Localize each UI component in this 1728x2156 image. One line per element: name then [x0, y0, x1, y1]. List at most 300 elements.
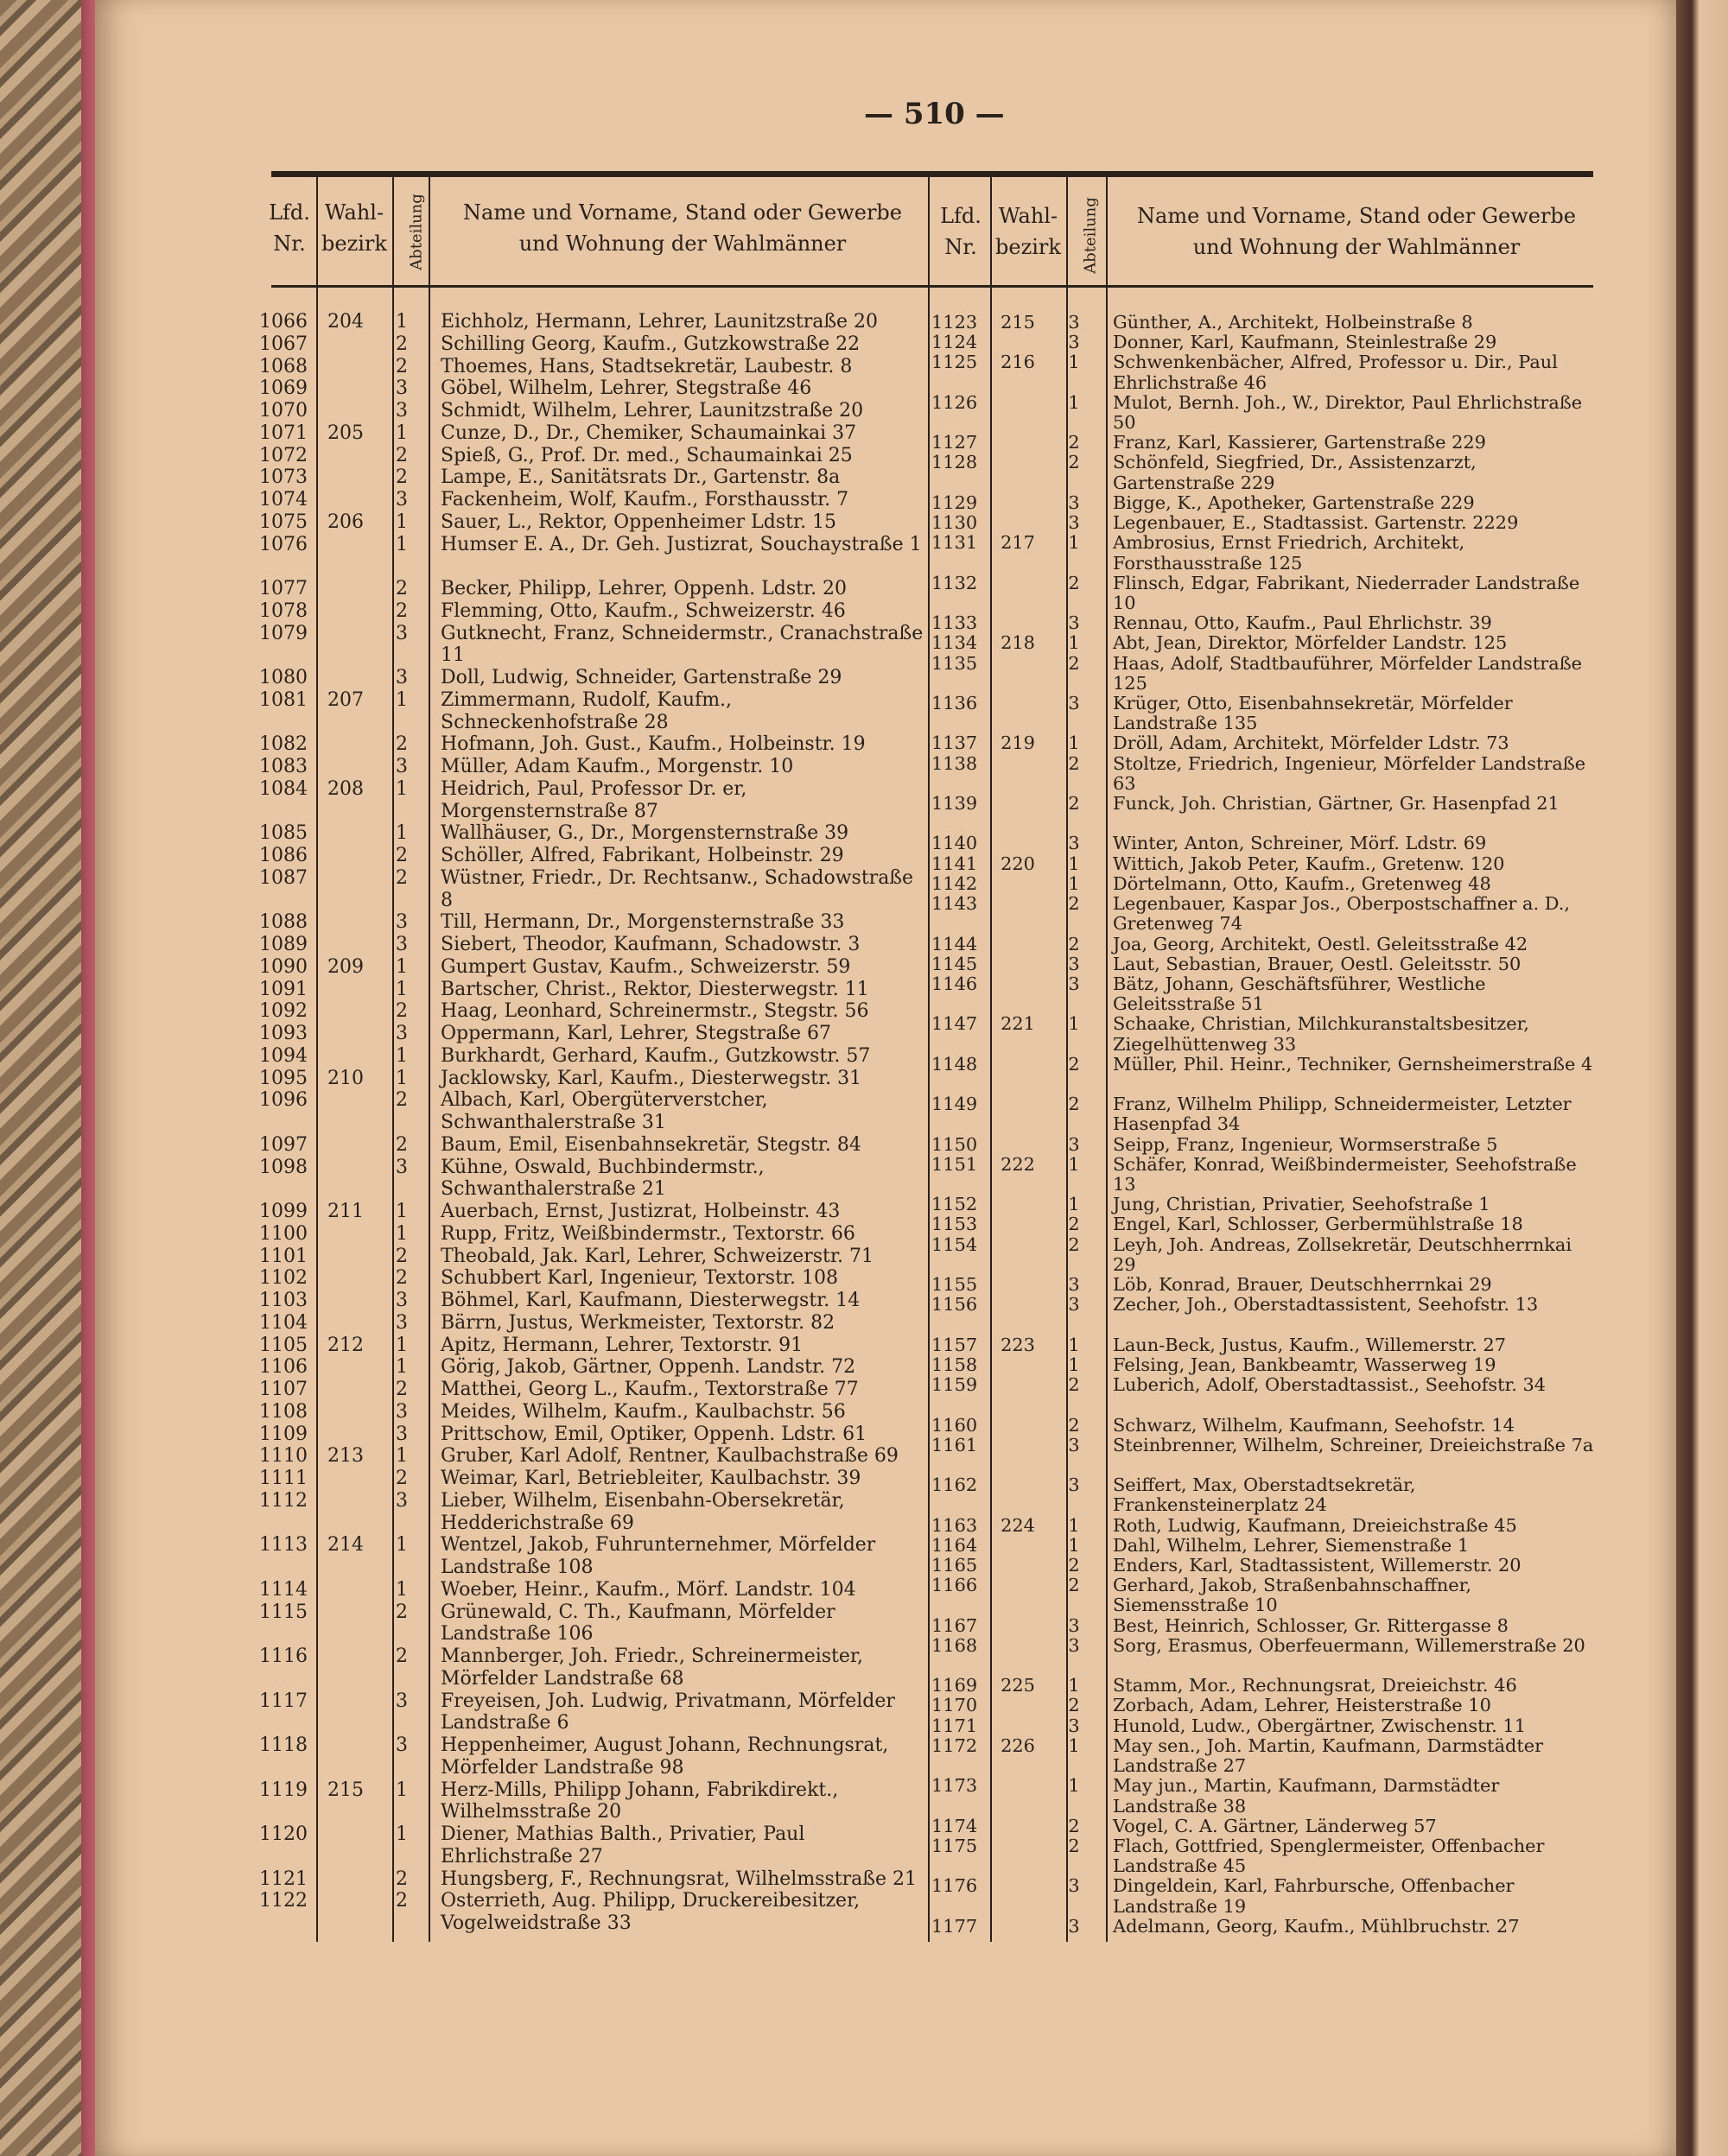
lfd-cell: 1075 [259, 510, 308, 533]
abteilung-cell: 1 [396, 311, 408, 333]
abteilung-cell: 3 [396, 377, 408, 400]
abteilung-cell: 2 [1068, 1835, 1080, 1856]
abteilung-cell: 3 [1068, 1715, 1080, 1736]
voter-name-cell: Schöller, Alfred, Fabrikant, Holbeinstr. 29 [441, 845, 844, 867]
voter-name-cell: Lieber, Wilhelm, Eisenbahn-Obersekretär, Hedderichstraße 69 [441, 1489, 845, 1534]
voter-name-cell: Sauer, L., Rektor, Oppenheimer Ldstr. 15 [441, 510, 837, 533]
lfd-cell: 1099 [259, 1201, 308, 1223]
abteilung-cell: 2 [396, 1245, 408, 1267]
voter-name-cell: Haas, Adolf, Stadtbauführer, Mörfelder Landstraße 125 [1113, 652, 1583, 694]
header-name-right: Name und Vorname, Stand oder Gewerbe und Wohnung der Wahlmänner [1137, 204, 1576, 259]
voter-name-cell: Heppenheimer, August Johann, Rechnungsrat, Mörfelder Landstraße 98 [441, 1734, 889, 1779]
voter-name-cell: Adelmann, Georg, Kaufm., Mühlbruchstr. 27 [1113, 1915, 1520, 1937]
wahlbezirk-cell: 222 [1001, 1153, 1035, 1175]
abteilung-cell: 2 [1068, 1214, 1080, 1235]
lfd-cell: 1143 [931, 893, 978, 915]
voter-name-cell: Apitz, Hermann, Lehrer, Textorstr. 91 [441, 1334, 804, 1356]
abteilung-cell: 1 [396, 1044, 408, 1067]
lfd-cell: 1133 [931, 612, 978, 634]
abteilung-cell: 3 [1068, 1634, 1080, 1656]
voter-name-cell: Flemming, Otto, Kaufm., Schweizerstr. 46 [441, 599, 846, 622]
abteilung-cell: 3 [1068, 491, 1080, 513]
voter-name-cell: Prittschow, Emil, Optiker, Oppenh. Ldstr. 61 [441, 1423, 867, 1445]
wahlbezirk-cell: 207 [327, 688, 364, 711]
wahlbezirk-cell: 213 [327, 1445, 364, 1468]
lfd-cell: 1169 [931, 1675, 978, 1696]
wahlbezirk-cell: 216 [1001, 352, 1035, 373]
voter-name-cell: Müller, Phil. Heinr., Techniker, Gernsheimerstraße 4 [1113, 1053, 1593, 1075]
lfd-cell: 1097 [259, 1133, 308, 1156]
lfd-cell: 1066 [259, 311, 308, 333]
page-number: — 510 — [864, 97, 1005, 131]
wahlbezirk-cell: 220 [1001, 853, 1035, 874]
voter-name-cell: Heidrich, Paul, Professor Dr. er, Morgensternstraße 87 [441, 777, 747, 822]
voter-name-cell: Seipp, Franz, Ingenieur, Wormserstraße 5 [1113, 1133, 1498, 1155]
voter-name-cell: Osterrieth, Aug. Philipp, Druckereibesitzer, Vogelweidstraße 33 [441, 1890, 861, 1935]
voter-name-cell: Hofmann, Joh. Gust., Kaufm., Holbeinstr. 19 [441, 733, 866, 756]
lfd-cell: 1149 [931, 1094, 978, 1115]
voter-name-cell: Schönfeld, Siegfried, Dr., Assistenzarzt, Gartenstraße 229 [1113, 452, 1477, 493]
lfd-cell: 1175 [931, 1835, 978, 1856]
lfd-cell: 1086 [259, 845, 308, 867]
voter-name-cell: Schilling Georg, Kaufm., Gutzkowstraße 22 [441, 333, 861, 355]
lfd-cell: 1168 [931, 1634, 978, 1656]
voter-name-cell: Zecher, Joh., Oberstadtassistent, Seehofstr. 13 [1113, 1294, 1539, 1316]
voter-name-cell: Bärrn, Justus, Werkmeister, Textorstr. 82 [441, 1311, 835, 1334]
voter-name-cell: Legenbauer, Kaspar Jos., Oberpostschaffner a. D., Gretenweg 74 [1113, 893, 1571, 935]
voter-name-cell: Laun-Beck, Justus, Kaufm., Willemerstr. 27 [1113, 1334, 1507, 1355]
lfd-cell: 1101 [259, 1245, 308, 1267]
voter-name-cell: Franz, Wilhelm Philipp, Schneidermeister, Letzter Hasenpfad 34 [1113, 1094, 1572, 1135]
abteilung-cell: 2 [396, 1379, 408, 1401]
header-abteilung-left: Abteilung [407, 193, 426, 270]
voter-name-cell: Rupp, Fritz, Weißbindermstr., Textorstr. 66 [441, 1222, 855, 1245]
voter-name-cell: Albach, Karl, Obergüterverstcher, Schwanthalerstraße 31 [441, 1089, 768, 1134]
header-lfd-left: Lfd. Nr. [269, 200, 310, 256]
lfd-cell: 1124 [931, 332, 978, 353]
lfd-cell: 1094 [259, 1044, 308, 1067]
lfd-cell: 1137 [931, 732, 978, 754]
abteilung-cell: 1 [396, 1534, 408, 1557]
abteilung-cell: 1 [1068, 632, 1080, 654]
voter-name-cell: Engel, Karl, Schlosser, Gerbermühlstraße 18 [1113, 1214, 1523, 1235]
abteilung-cell: 2 [396, 578, 408, 600]
header-abteilung-right: Abteilung [1081, 197, 1100, 274]
voter-name-cell: Diener, Mathias Balth., Privatier, Paul Ehrlichstraße 27 [441, 1823, 805, 1867]
abteilung-cell: 1 [1068, 1153, 1080, 1175]
abteilung-cell: 1 [396, 1823, 408, 1846]
lfd-cell: 1128 [931, 452, 978, 473]
abteilung-cell: 3 [396, 1156, 408, 1178]
abteilung-cell: 2 [396, 1867, 408, 1890]
abteilung-cell: 1 [396, 1779, 408, 1801]
abteilung-cell: 1 [1068, 853, 1080, 874]
lfd-cell: 1070 [259, 400, 308, 422]
lfd-cell: 1106 [259, 1356, 308, 1379]
lfd-cell: 1156 [931, 1294, 978, 1316]
lfd-cell: 1098 [259, 1156, 308, 1178]
voter-name-cell: Kühne, Oswald, Buchbindermstr., Schwanthalerstraße 21 [441, 1156, 765, 1201]
abteilung-cell: 3 [1068, 1915, 1080, 1937]
voter-name-cell: Gumpert Gustav, Kaufm., Schweizerstr. 59 [441, 955, 851, 978]
lfd-cell: 1172 [931, 1734, 978, 1756]
voter-name-cell: Günther, A., Architekt, Holbeinstraße 8 [1113, 312, 1473, 333]
lfd-cell: 1176 [931, 1875, 978, 1897]
lfd-cell: 1170 [931, 1695, 978, 1716]
voter-name-cell: Herz-Mills, Philipp Johann, Fabrikdirekt., Wilhelmsstraße 20 [441, 1779, 839, 1823]
lfd-cell: 1107 [259, 1379, 308, 1401]
abteilung-cell: 1 [396, 955, 408, 978]
abteilung-cell: 1 [1068, 1534, 1080, 1556]
lfd-cell: 1125 [931, 352, 978, 373]
abteilung-cell: 2 [396, 866, 408, 889]
abteilung-cell: 2 [1068, 572, 1080, 593]
voter-name-cell: Bätz, Johann, Geschäftsführer, Westliche Geleitsstraße 51 [1113, 973, 1486, 1015]
voter-name-cell: Till, Hermann, Dr., Morgensternstraße 33 [441, 911, 845, 934]
voter-name-cell: Göbel, Wilhelm, Lehrer, Stegstraße 46 [441, 377, 812, 400]
abteilung-cell: 2 [396, 1890, 408, 1912]
lfd-cell: 1119 [259, 1779, 308, 1801]
lfd-cell: 1139 [931, 793, 978, 815]
wahlbezirk-cell: 215 [1001, 312, 1035, 333]
lfd-cell: 1093 [259, 1023, 308, 1045]
header-wahlbezirk-right: Wahl-bezirk [995, 204, 1061, 259]
voter-name-cell: Dahl, Wilhelm, Lehrer, Siemenstraße 1 [1113, 1534, 1470, 1556]
abteilung-cell: 2 [396, 1601, 408, 1623]
abteilung-cell: 1 [1068, 352, 1080, 373]
lfd-cell: 1077 [259, 578, 308, 600]
wahlbezirk-cell: 212 [327, 1334, 364, 1356]
abteilung-cell: 1 [396, 1201, 408, 1223]
wahlbezirk-cell: 210 [327, 1067, 364, 1089]
abteilung-cell: 3 [396, 1311, 408, 1334]
abteilung-cell: 2 [396, 1646, 408, 1668]
voter-name-cell: Stoltze, Friedrich, Ingenieur, Mörfelder Landstraße 63 [1113, 752, 1586, 794]
voter-name-cell: Zimmermann, Rudolf, Kaufm., Schneckenhofstraße 28 [441, 688, 733, 733]
abteilung-cell: 3 [396, 934, 408, 956]
voter-name-cell: Grünewald, C. Th., Kaufmann, Mörfelder Landstraße 106 [441, 1601, 835, 1646]
abteilung-cell: 2 [1068, 1053, 1080, 1075]
voter-name-cell: Schmidt, Wilhelm, Lehrer, Launitzstraße 20 [441, 400, 864, 422]
abteilung-cell: 3 [396, 1423, 408, 1445]
voter-name-cell: Bigge, K., Apotheker, Gartenstraße 229 [1113, 491, 1475, 513]
voter-name-cell: Oppermann, Karl, Lehrer, Stegstraße 67 [441, 1023, 832, 1045]
voter-name-cell: Lampe, E., Sanitätsrats Dr., Gartenstr. 8a [441, 466, 841, 489]
lfd-cell: 1159 [931, 1374, 978, 1396]
voter-name-cell: Eichholz, Hermann, Lehrer, Launitzstraße 20 [441, 311, 879, 333]
voter-name-cell: Auerbach, Ernst, Justizrat, Holbeinstr. 43 [441, 1201, 841, 1223]
voter-name-cell: Becker, Philipp, Lehrer, Oppenh. Ldstr. 20 [441, 578, 848, 600]
voter-name-cell: Felsing, Jean, Bankbeamtr, Wasserweg 19 [1113, 1354, 1496, 1375]
voter-name-cell: May sen., Joh. Martin, Kaufmann, Darmstädter Landstraße 27 [1113, 1734, 1544, 1777]
voter-name-cell: Franz, Karl, Kassierer, Gartenstraße 229 [1113, 432, 1486, 453]
voter-name-cell: May jun., Martin, Kaufmann, Darmstädter Landstraße 38 [1113, 1775, 1500, 1817]
abteilung-cell: 2 [1068, 1575, 1080, 1596]
header-rule [271, 285, 1593, 288]
abteilung-cell: 3 [1068, 1474, 1080, 1496]
voter-name-cell: Seiffert, Max, Oberstadtsekretär, Frankensteinerplatz 24 [1113, 1474, 1416, 1516]
voter-name-cell: Laut, Sebastian, Brauer, Oestl. Geleitsstr. 50 [1113, 953, 1522, 974]
wahlbezirk-cell: 208 [327, 777, 364, 800]
abteilung-cell: 3 [1068, 1614, 1080, 1636]
abteilung-cell: 1 [396, 1356, 408, 1379]
voter-name-cell: Wallhäuser, G., Dr., Morgensternstraße 39 [441, 822, 849, 845]
voter-name-cell: Jacklowsky, Karl, Kaufm., Diesterwegstr. 31 [441, 1067, 862, 1089]
abteilung-cell: 2 [396, 466, 408, 489]
lfd-cell: 1158 [931, 1354, 978, 1375]
voter-name-cell: Böhmel, Karl, Kaufmann, Diesterwegstr. 14 [441, 1290, 861, 1312]
lfd-cell: 1177 [931, 1915, 978, 1937]
abteilung-cell: 1 [396, 978, 408, 1000]
header-lfd-right: Lfd. Nr. [940, 204, 982, 259]
abteilung-cell: 1 [1068, 1334, 1080, 1355]
lfd-cell: 1166 [931, 1575, 978, 1596]
voter-name-cell: Siebert, Theodor, Kaufmann, Schadowstr. 3 [441, 934, 861, 956]
voter-name-cell: Weimar, Karl, Betriebleiter, Kaulbachstr. 39 [441, 1468, 861, 1490]
wahlbezirk-cell: 225 [1001, 1675, 1035, 1696]
lfd-cell: 1129 [931, 491, 978, 513]
voter-name-cell: Flach, Gottfried, Spenglermeister, Offenbacher Landstraße 45 [1113, 1835, 1545, 1877]
abteilung-cell: 3 [1068, 1274, 1080, 1296]
abteilung-cell: 1 [1068, 1675, 1080, 1696]
lfd-cell: 1146 [931, 973, 978, 994]
abteilung-cell: 2 [1068, 1815, 1080, 1836]
voter-name-cell: Ambrosius, Ernst Friedrich, Architekt, Forsthausstraße 125 [1113, 532, 1465, 574]
wahlbezirk-cell: 214 [327, 1534, 364, 1557]
header-name-left: Name und Vorname, Stand oder Gewerbe und Wohnung der Wahlmänner [463, 200, 902, 256]
voter-name-cell: Enders, Karl, Stadtassistent, Willemerstr. 20 [1113, 1555, 1522, 1576]
wahlbezirk-cell: 205 [327, 422, 364, 444]
voter-name-cell: Mulot, Bernh. Joh., W., Direktor, Paul Ehrlichstraße 50 [1113, 391, 1583, 434]
abteilung-cell: 3 [396, 1734, 408, 1757]
voter-name-cell: Humser E. A., Dr. Geh. Justizrat, Souchaystraße 1 [441, 533, 922, 555]
abteilung-cell: 1 [396, 533, 408, 555]
voter-name-cell: Cunze, D., Dr., Chemiker, Schaumainkai 37 [441, 422, 857, 444]
abteilung-cell: 1 [396, 1578, 408, 1601]
wahlbezirk-cell: 221 [1001, 1013, 1035, 1035]
abteilung-cell: 2 [1068, 1555, 1080, 1576]
lfd-cell: 1102 [259, 1267, 308, 1290]
voter-name-cell: Joa, Georg, Architekt, Oestl. Geleitsstraße 42 [1113, 933, 1528, 954]
lfd-cell: 1136 [931, 692, 978, 713]
wahlbezirk-cell: 223 [1001, 1334, 1035, 1355]
lfd-cell: 1116 [259, 1646, 308, 1668]
lfd-cell: 1121 [259, 1867, 308, 1890]
voter-name-cell: Thoemes, Hans, Stadtsekretär, Laubestr. 8 [441, 355, 853, 377]
wahlbezirk-cell: 204 [327, 311, 364, 333]
lfd-cell: 1117 [259, 1690, 308, 1712]
voter-name-cell: Dröll, Adam, Architekt, Mörfelder Ldstr. 73 [1113, 732, 1509, 754]
abteilung-cell: 2 [396, 733, 408, 756]
voter-name-cell: Schaake, Christian, Milchkuranstaltsbesitzer, Ziegelhüttenweg 33 [1113, 1013, 1529, 1055]
lfd-cell: 1142 [931, 872, 978, 894]
abteilung-cell: 2 [396, 444, 408, 466]
abteilung-cell: 3 [1068, 692, 1080, 713]
voter-name-cell: Meides, Wilhelm, Kaufm., Kaulbachstr. 56 [441, 1400, 846, 1423]
lfd-cell: 1095 [259, 1067, 308, 1089]
lfd-cell: 1115 [259, 1601, 308, 1623]
lfd-cell: 1174 [931, 1815, 978, 1836]
lfd-cell: 1164 [931, 1534, 978, 1556]
voter-name-cell: Zorbach, Adam, Lehrer, Heisterstraße 10 [1113, 1695, 1491, 1716]
lfd-cell: 1078 [259, 599, 308, 622]
abteilung-cell: 3 [396, 1290, 408, 1312]
lfd-cell: 1162 [931, 1474, 978, 1496]
lfd-cell: 1067 [259, 333, 308, 355]
voter-name-cell: Hunold, Ludw., Obergärtner, Zwischenstr. 11 [1113, 1715, 1526, 1736]
voter-name-cell: Wittich, Jakob Peter, Kaufm., Gretenw. 120 [1113, 853, 1505, 874]
lfd-cell: 1087 [259, 866, 308, 889]
lfd-cell: 1073 [259, 466, 308, 489]
abteilung-cell: 3 [1068, 332, 1080, 353]
voter-name-cell: Fackenheim, Wolf, Kaufm., Forsthausstr. 7 [441, 489, 849, 511]
abteilung-cell: 2 [1068, 1233, 1080, 1255]
abteilung-cell: 1 [1068, 1354, 1080, 1375]
next-page-edge [1676, 0, 1728, 2156]
voter-name-cell: Gerhard, Jakob, Straßenbahnschaffner, Siemensstraße 10 [1113, 1575, 1471, 1616]
lfd-cell: 1092 [259, 1000, 308, 1023]
abteilung-cell: 2 [396, 845, 408, 867]
wahlbezirk-cell: 219 [1001, 732, 1035, 754]
voter-name-cell: Gruber, Karl Adolf, Rentner, Kaulbachstraße 69 [441, 1445, 899, 1468]
lfd-cell: 1122 [259, 1890, 308, 1912]
voter-name-cell: Luberich, Adolf, Oberstadtassist., Seehofstr. 34 [1113, 1374, 1547, 1396]
lfd-cell: 1141 [931, 853, 978, 874]
abteilung-cell: 2 [396, 599, 408, 622]
abteilung-cell: 3 [1068, 953, 1080, 974]
voter-name-cell: Gutknecht, Franz, Schneidermstr., Cranachstraße 11 [441, 622, 924, 667]
lfd-cell: 1071 [259, 422, 308, 444]
abteilung-cell: 3 [396, 1023, 408, 1045]
voter-name-cell: Leyh, Joh. Andreas, Zollsekretär, Deutschherrnkai 29 [1113, 1233, 1572, 1275]
lfd-cell: 1127 [931, 432, 978, 453]
voter-name-cell: Bartscher, Christ., Rektor, Diesterwegstr. 11 [441, 978, 869, 1000]
abteilung-cell: 2 [1068, 652, 1080, 674]
lfd-cell: 1140 [931, 833, 978, 854]
voter-name-cell: Schubbert Karl, Ingenieur, Textorstr. 108 [441, 1267, 839, 1290]
abteilung-cell: 2 [1068, 752, 1080, 774]
abteilung-cell: 1 [396, 822, 408, 845]
abteilung-cell: 2 [1068, 793, 1080, 815]
abteilung-cell: 3 [396, 622, 408, 644]
lfd-cell: 1081 [259, 688, 308, 711]
abteilung-cell: 2 [1068, 1094, 1080, 1115]
abteilung-cell: 3 [396, 756, 408, 778]
abteilung-cell: 3 [1068, 1133, 1080, 1155]
abteilung-cell: 1 [1068, 1194, 1080, 1215]
abteilung-cell: 2 [396, 1267, 408, 1290]
lfd-cell: 1160 [931, 1414, 978, 1436]
abteilung-cell: 3 [396, 1400, 408, 1423]
top-rule [271, 171, 1593, 177]
voter-name-cell: Löb, Konrad, Brauer, Deutschherrnkai 29 [1113, 1274, 1492, 1296]
wahlbezirk-cell: 206 [327, 510, 364, 533]
voter-name-cell: Haag, Leonhard, Schreinermstr., Stegstr. 56 [441, 1000, 869, 1023]
lfd-cell: 1113 [259, 1534, 308, 1557]
lfd-cell: 1155 [931, 1274, 978, 1296]
wahlbezirk-cell: 215 [327, 1779, 364, 1801]
abteilung-cell: 3 [1068, 512, 1080, 534]
lfd-cell: 1110 [259, 1445, 308, 1468]
abteilung-cell: 3 [396, 667, 408, 689]
lfd-cell: 1112 [259, 1489, 308, 1512]
abteilung-cell: 2 [396, 333, 408, 355]
book-spine [0, 0, 95, 2156]
voter-name-cell: Hungsberg, F., Rechnungsrat, Wilhelmsstraße 21 [441, 1867, 917, 1890]
abteilung-cell: 1 [396, 1067, 408, 1089]
abteilung-cell: 1 [1068, 732, 1080, 754]
abteilung-cell: 2 [1068, 452, 1080, 473]
abteilung-cell: 1 [396, 1222, 408, 1245]
lfd-cell: 1132 [931, 572, 978, 593]
abteilung-cell: 2 [1068, 933, 1080, 954]
voter-name-cell: Woeber, Heinr., Kaufm., Mörf. Landstr. 104 [441, 1578, 856, 1601]
lfd-cell: 1069 [259, 377, 308, 400]
voter-name-cell: Theobald, Jak. Karl, Lehrer, Schweizerstr. 71 [441, 1245, 874, 1267]
lfd-cell: 1114 [259, 1578, 308, 1601]
lfd-cell: 1108 [259, 1400, 308, 1423]
abteilung-cell: 3 [396, 1489, 408, 1512]
voter-name-cell: Rennau, Otto, Kaufm., Paul Ehrlichstr. 39 [1113, 612, 1492, 634]
abteilung-cell: 1 [396, 510, 408, 533]
lfd-cell: 1171 [931, 1715, 978, 1736]
voter-name-cell: Wentzel, Jakob, Fuhrunternehmer, Mörfelder Landstraße 108 [441, 1534, 876, 1579]
lfd-cell: 1165 [931, 1555, 978, 1576]
voter-name-cell: Sorg, Erasmus, Oberfeuermann, Willemerstraße 20 [1113, 1634, 1585, 1656]
voter-name-cell: Spieß, G., Prof. Dr. med., Schaumainkai 25 [441, 444, 853, 466]
lfd-cell: 1147 [931, 1013, 978, 1035]
voter-name-cell: Dingeldein, Karl, Fahrbursche, Offenbacher Landstraße 19 [1113, 1875, 1515, 1917]
lfd-cell: 1096 [259, 1089, 308, 1112]
wahlbezirk-cell: 211 [327, 1201, 364, 1223]
lfd-cell: 1090 [259, 955, 308, 978]
vrule [1106, 171, 1108, 1942]
abteilung-cell: 3 [1068, 973, 1080, 994]
voter-name-cell: Doll, Ludwig, Schneider, Gartenstraße 29 [441, 667, 842, 689]
voter-name-cell: Matthei, Georg L., Kaufm., Textorstraße 77 [441, 1379, 859, 1401]
lfd-cell: 1079 [259, 622, 308, 644]
voter-name-cell: Müller, Adam Kaufm., Morgenstr. 10 [441, 756, 794, 778]
abteilung-cell: 2 [1068, 432, 1080, 453]
lfd-cell: 1163 [931, 1514, 978, 1536]
header-wahlbezirk-left: Wahl-bezirk [321, 200, 387, 256]
abteilung-cell: 3 [396, 489, 408, 511]
wahlbezirk-cell: 226 [1001, 1734, 1035, 1756]
abteilung-cell: 3 [1068, 1434, 1080, 1455]
voter-name-cell: Donner, Karl, Kaufmann, Steinlestraße 29 [1113, 332, 1497, 353]
lfd-cell: 1157 [931, 1334, 978, 1355]
abteilung-cell: 1 [396, 777, 408, 800]
abteilung-cell: 2 [396, 1000, 408, 1023]
voter-name-cell: Flinsch, Edgar, Fabrikant, Niederrader Landstraße 10 [1113, 572, 1580, 613]
lfd-cell: 1173 [931, 1775, 978, 1797]
voter-name-cell: Stamm, Mor., Rechnungsrat, Dreieichstr. 46 [1113, 1675, 1517, 1696]
lfd-cell: 1154 [931, 1233, 978, 1255]
voter-name-cell: Roth, Ludwig, Kaufmann, Dreieichstraße 45 [1113, 1514, 1517, 1536]
lfd-cell: 1089 [259, 934, 308, 956]
abteilung-cell: 3 [1068, 312, 1080, 333]
abteilung-cell: 3 [1068, 833, 1080, 854]
lfd-cell: 1161 [931, 1434, 978, 1455]
lfd-cell: 1152 [931, 1194, 978, 1215]
abteilung-cell: 3 [1068, 1294, 1080, 1316]
lfd-cell: 1088 [259, 911, 308, 934]
abteilung-cell: 1 [1068, 532, 1080, 554]
voter-name-cell: Baum, Emil, Eisenbahnsekretär, Stegstr. 84 [441, 1133, 861, 1156]
abteilung-cell: 2 [1068, 1374, 1080, 1396]
voter-name-cell: Burkhardt, Gerhard, Kaufm., Gutzkowstr. 57 [441, 1044, 871, 1067]
lfd-cell: 1105 [259, 1334, 308, 1356]
